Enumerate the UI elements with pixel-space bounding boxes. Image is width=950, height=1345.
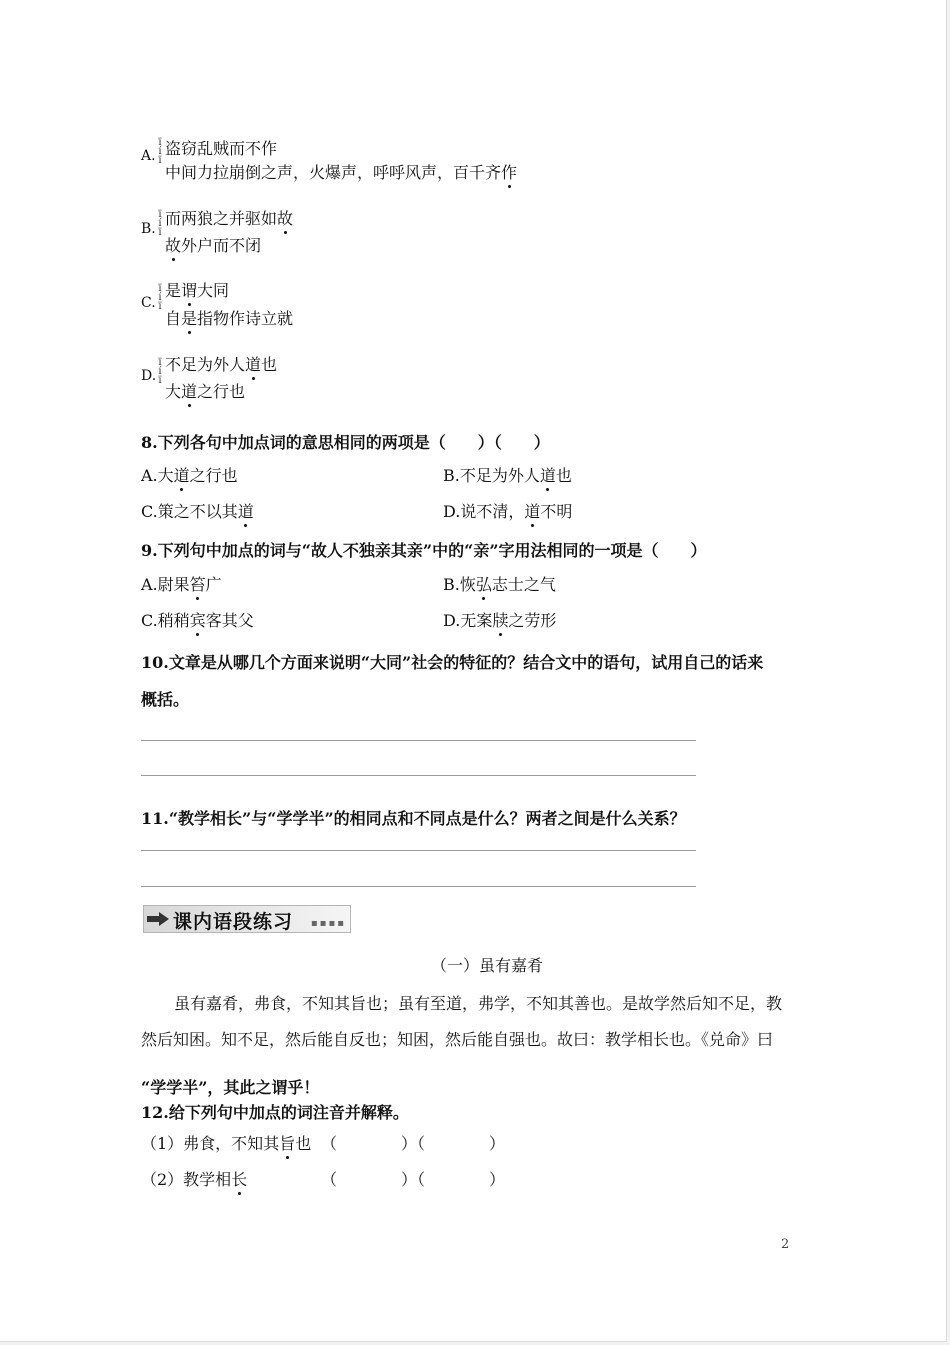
page-number: 2 xyxy=(781,1237,790,1252)
option-line: 自是指物作诗立就 xyxy=(165,306,293,329)
arrow-right-icon xyxy=(147,912,169,926)
answer-line[interactable] xyxy=(141,740,696,741)
q12-item-2: （2）教学相长 xyxy=(141,1167,247,1190)
q12-item-1-blanks[interactable]: （ ）（ ） xyxy=(321,1134,506,1153)
section-banner xyxy=(143,905,351,933)
brace-icon: ï í ï xyxy=(158,137,162,166)
option-line: 故外户而不闭 xyxy=(165,233,261,256)
option-line: 而两狼之并驱如故 xyxy=(165,206,293,229)
option-letter: D. xyxy=(141,368,157,384)
answer-line[interactable] xyxy=(141,886,696,887)
passage-line: 然后知困。知不足，然后能自反也；知困，然后能自强也。故曰：教学相长也。《兑命》曰 xyxy=(141,1030,774,1049)
option-line: 是谓大同 xyxy=(165,278,229,301)
option-letter: A. xyxy=(141,148,156,164)
q8-option-d: D.说不清，道不明 xyxy=(443,499,572,522)
q12-item-1: （1）弗食，不知其旨也 xyxy=(141,1131,311,1154)
q8-option-a: A.大道之行也 xyxy=(141,463,238,486)
q9-option-b: B.恢弘志士之气 xyxy=(443,572,556,595)
question-10-line: 概括。 xyxy=(141,690,190,709)
passage-line: “学学半”，其此之谓乎！ xyxy=(141,1078,320,1097)
q9-option-d: D.无案牍之劳形 xyxy=(443,608,556,631)
q8-option-c: C.策之不以其道 xyxy=(141,499,254,522)
question-12-stem: 12.给下列句中加点的词注音并解释。 xyxy=(141,1103,409,1122)
option-line: 不足为外人道也 xyxy=(165,352,277,375)
answer-line[interactable] xyxy=(141,850,696,851)
option-letter: C. xyxy=(141,295,156,311)
banner-dots: ▪▪▪▪ xyxy=(310,918,346,929)
option-letter: B. xyxy=(141,221,156,237)
passage-title: （一）虽有嘉肴 xyxy=(431,956,544,975)
question-9-stem: 9.下列句中加点的词与“故人不独亲其亲”中的“亲”字用法相同的一项是（ ） xyxy=(141,541,707,560)
passage-line: 虽有嘉肴，弗食，不知其旨也；虽有至道，弗学，不知其善也。是故学然后知不足，教 xyxy=(174,994,783,1013)
question-11-stem: 11.“教学相长”与“学学半”的相同点和不同点是什么？两者之间是什么关系？ xyxy=(141,809,686,828)
option-line: 盗窃乱贼而不作 xyxy=(165,139,278,158)
option-line: 中间力拉崩倒之声，火爆声，呼呼风声，百千齐作 xyxy=(165,160,517,183)
q9-option-a: A.尉果笞广 xyxy=(141,572,222,595)
answer-line[interactable] xyxy=(141,775,696,776)
question-10-line: 10.文章是从哪几个方面来说明“大同”社会的特征的？结合文中的语句，试用自己的话来 xyxy=(141,653,764,672)
brace-icon: ï í ï xyxy=(158,209,162,238)
q8-option-b: B.不足为外人道也 xyxy=(443,463,572,486)
q9-option-c: C.稍稍宾客其父 xyxy=(141,608,254,631)
brace-icon: ï í ï xyxy=(158,283,162,312)
question-8-stem: 8.下列各句中加点词的意思相同的两项是（ ）（ ） xyxy=(141,433,550,452)
option-line: 大道之行也 xyxy=(165,379,245,402)
q12-item-2-blanks[interactable]: （ ）（ ） xyxy=(321,1170,506,1189)
section-banner-title: 课内语段练习 xyxy=(173,911,294,933)
brace-icon: ï í ï xyxy=(158,357,162,386)
